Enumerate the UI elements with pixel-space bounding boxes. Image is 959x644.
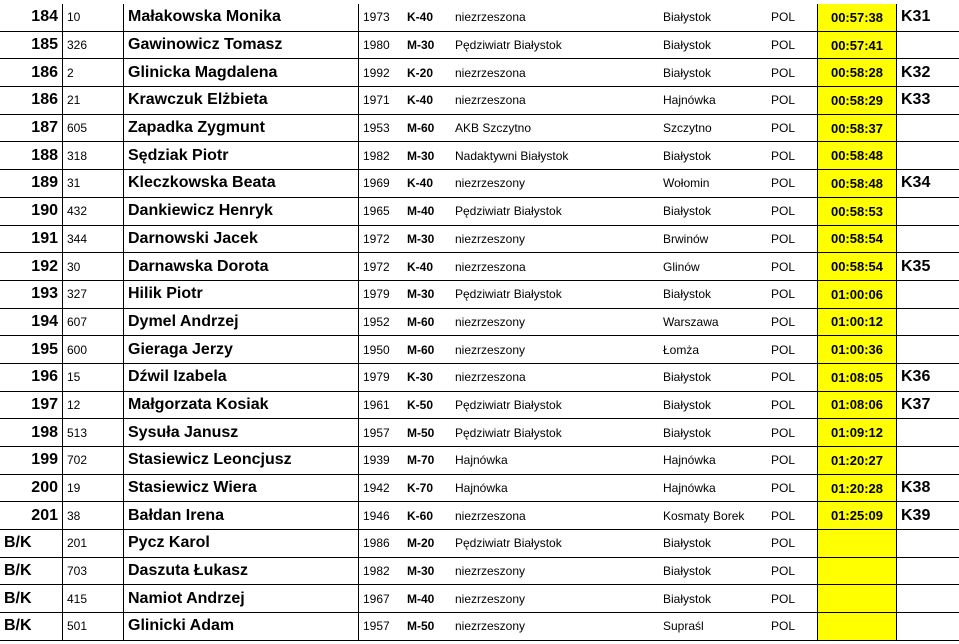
- women-category-cell: [897, 419, 959, 447]
- place-cell: B/K: [0, 613, 63, 641]
- bib-cell: 344: [63, 225, 124, 253]
- club-cell: niezrzeszony: [451, 308, 659, 336]
- birth-year-cell: 1953: [359, 114, 404, 142]
- birth-year-cell: 1982: [359, 557, 404, 585]
- city-cell: Glinów: [659, 253, 767, 281]
- place-cell: 189: [0, 170, 63, 198]
- bib-cell: 703: [63, 557, 124, 585]
- country-cell: POL: [767, 391, 818, 419]
- time-cell: [818, 557, 897, 585]
- women-category-cell: K37: [897, 391, 959, 419]
- country-cell: POL: [767, 4, 818, 31]
- women-category-cell: K32: [897, 59, 959, 87]
- runner-name-cell: Glinicka Magdalena: [124, 59, 359, 87]
- time-cell: 01:20:28: [818, 474, 897, 502]
- bib-cell: 2: [63, 59, 124, 87]
- time-cell: 01:00:36: [818, 336, 897, 364]
- birth-year-cell: 1980: [359, 31, 404, 59]
- place-cell: 198: [0, 419, 63, 447]
- table-row: [0, 142, 959, 170]
- runner-name-cell: Kleczkowska Beata: [124, 170, 359, 198]
- category-cell: K-20: [403, 59, 451, 87]
- club-cell: Pędziwiatr Białystok: [451, 419, 659, 447]
- club-cell: niezrzeszony: [451, 170, 659, 198]
- time-cell: [818, 613, 897, 641]
- city-cell: Warszawa: [659, 308, 767, 336]
- women-category-cell: [897, 31, 959, 59]
- club-cell: Hajnówka: [451, 474, 659, 502]
- country-cell: POL: [767, 474, 818, 502]
- place-cell: 197: [0, 391, 63, 419]
- bib-cell: 21: [63, 87, 124, 115]
- table-row: [0, 87, 959, 115]
- club-cell: niezrzeszony: [451, 585, 659, 613]
- country-cell: POL: [767, 613, 818, 641]
- results-table: [0, 4, 959, 641]
- table-row: [0, 613, 959, 641]
- women-category-cell: K38: [897, 474, 959, 502]
- club-cell: Pędziwiatr Białystok: [451, 31, 659, 59]
- table-row: [0, 197, 959, 225]
- birth-year-cell: 1965: [359, 197, 404, 225]
- bib-cell: 19: [63, 474, 124, 502]
- club-cell: Pędziwiatr Białystok: [451, 391, 659, 419]
- city-cell: Wołomin: [659, 170, 767, 198]
- bib-cell: 30: [63, 253, 124, 281]
- runner-name-cell: Hilik Piotr: [124, 280, 359, 308]
- time-cell: [818, 585, 897, 613]
- birth-year-cell: 1971: [359, 87, 404, 115]
- women-category-cell: [897, 142, 959, 170]
- results-body: [0, 4, 959, 640]
- category-cell: M-20: [403, 530, 451, 558]
- birth-year-cell: 1986: [359, 530, 404, 558]
- bib-cell: 318: [63, 142, 124, 170]
- runner-name-cell: Namiot Andrzej: [124, 585, 359, 613]
- category-cell: K-40: [403, 4, 451, 31]
- table-row: [0, 419, 959, 447]
- category-cell: M-40: [403, 585, 451, 613]
- table-row: [0, 253, 959, 281]
- city-cell: Białystok: [659, 142, 767, 170]
- category-cell: K-70: [403, 474, 451, 502]
- place-cell: 186: [0, 59, 63, 87]
- category-cell: M-30: [403, 31, 451, 59]
- birth-year-cell: 1972: [359, 225, 404, 253]
- runner-name-cell: Darnowski Jacek: [124, 225, 359, 253]
- women-category-cell: [897, 585, 959, 613]
- bib-cell: 415: [63, 585, 124, 613]
- club-cell: Pędziwiatr Białystok: [451, 280, 659, 308]
- bib-cell: 501: [63, 613, 124, 641]
- runner-name-cell: Dankiewicz Henryk: [124, 197, 359, 225]
- country-cell: POL: [767, 308, 818, 336]
- table-row: [0, 502, 959, 530]
- city-cell: Białystok: [659, 557, 767, 585]
- bib-cell: 12: [63, 391, 124, 419]
- runner-name-cell: Gieraga Jerzy: [124, 336, 359, 364]
- table-row: [0, 474, 959, 502]
- place-cell: 190: [0, 197, 63, 225]
- place-cell: 188: [0, 142, 63, 170]
- city-cell: Hajnówka: [659, 87, 767, 115]
- bib-cell: 600: [63, 336, 124, 364]
- time-cell: 00:57:41: [818, 31, 897, 59]
- city-cell: Białystok: [659, 585, 767, 613]
- runner-name-cell: Daszuta Łukasz: [124, 557, 359, 585]
- time-cell: 00:58:29: [818, 87, 897, 115]
- women-category-cell: [897, 114, 959, 142]
- women-category-cell: K33: [897, 87, 959, 115]
- club-cell: niezrzeszony: [451, 225, 659, 253]
- category-cell: M-60: [403, 114, 451, 142]
- country-cell: POL: [767, 31, 818, 59]
- place-cell: 185: [0, 31, 63, 59]
- time-cell: 01:20:27: [818, 447, 897, 475]
- country-cell: POL: [767, 197, 818, 225]
- city-cell: Białystok: [659, 59, 767, 87]
- runner-name-cell: Małgorzata Kosiak: [124, 391, 359, 419]
- women-category-cell: [897, 280, 959, 308]
- bib-cell: 31: [63, 170, 124, 198]
- city-cell: Łomża: [659, 336, 767, 364]
- bib-cell: 607: [63, 308, 124, 336]
- category-cell: K-40: [403, 87, 451, 115]
- table-row: [0, 391, 959, 419]
- women-category-cell: [897, 447, 959, 475]
- category-cell: M-30: [403, 280, 451, 308]
- women-category-cell: K35: [897, 253, 959, 281]
- category-cell: K-50: [403, 391, 451, 419]
- club-cell: niezrzeszona: [451, 363, 659, 391]
- birth-year-cell: 1982: [359, 142, 404, 170]
- runner-name-cell: Sędziak Piotr: [124, 142, 359, 170]
- table-row: [0, 336, 959, 364]
- bib-cell: 605: [63, 114, 124, 142]
- birth-year-cell: 1942: [359, 474, 404, 502]
- country-cell: POL: [767, 419, 818, 447]
- club-cell: AKB Szczytno: [451, 114, 659, 142]
- women-category-cell: [897, 308, 959, 336]
- place-cell: 194: [0, 308, 63, 336]
- table-row: [0, 530, 959, 558]
- club-cell: niezrzeszona: [451, 87, 659, 115]
- place-cell: 186: [0, 87, 63, 115]
- city-cell: Białystok: [659, 391, 767, 419]
- time-cell: 00:58:37: [818, 114, 897, 142]
- country-cell: POL: [767, 530, 818, 558]
- women-category-cell: K39: [897, 502, 959, 530]
- place-cell: 191: [0, 225, 63, 253]
- city-cell: Brwinów: [659, 225, 767, 253]
- birth-year-cell: 1992: [359, 59, 404, 87]
- birth-year-cell: 1961: [359, 391, 404, 419]
- place-cell: 195: [0, 336, 63, 364]
- women-category-cell: K31: [897, 4, 959, 31]
- place-cell: 192: [0, 253, 63, 281]
- table-row: [0, 585, 959, 613]
- country-cell: POL: [767, 170, 818, 198]
- category-cell: M-30: [403, 557, 451, 585]
- runner-name-cell: Gawinowicz Tomasz: [124, 31, 359, 59]
- birth-year-cell: 1979: [359, 280, 404, 308]
- category-cell: M-40: [403, 197, 451, 225]
- city-cell: Hajnówka: [659, 474, 767, 502]
- runner-name-cell: Stasiewicz Wiera: [124, 474, 359, 502]
- time-cell: 00:58:48: [818, 170, 897, 198]
- city-cell: Białystok: [659, 280, 767, 308]
- club-cell: Pędziwiatr Białystok: [451, 197, 659, 225]
- birth-year-cell: 1957: [359, 613, 404, 641]
- club-cell: niezrzeszona: [451, 59, 659, 87]
- city-cell: Białystok: [659, 530, 767, 558]
- place-cell: B/K: [0, 585, 63, 613]
- birth-year-cell: 1952: [359, 308, 404, 336]
- time-cell: 01:25:09: [818, 502, 897, 530]
- table-row: [0, 280, 959, 308]
- club-cell: niezrzeszony: [451, 557, 659, 585]
- table-row: [0, 59, 959, 87]
- women-category-cell: [897, 530, 959, 558]
- table-row: [0, 557, 959, 585]
- runner-name-cell: Glinicki Adam: [124, 613, 359, 641]
- city-cell: Białystok: [659, 419, 767, 447]
- bib-cell: 15: [63, 363, 124, 391]
- time-cell: 01:09:12: [818, 419, 897, 447]
- bib-cell: 10: [63, 4, 124, 31]
- city-cell: Białystok: [659, 363, 767, 391]
- place-cell: 184: [0, 4, 63, 31]
- time-cell: 00:58:53: [818, 197, 897, 225]
- bib-cell: 513: [63, 419, 124, 447]
- women-category-cell: K34: [897, 170, 959, 198]
- category-cell: K-40: [403, 253, 451, 281]
- country-cell: POL: [767, 142, 818, 170]
- runner-name-cell: Sysuła Janusz: [124, 419, 359, 447]
- table-row: [0, 4, 959, 31]
- time-cell: 00:57:38: [818, 4, 897, 31]
- women-category-cell: K36: [897, 363, 959, 391]
- city-cell: Białystok: [659, 4, 767, 31]
- category-cell: K-40: [403, 170, 451, 198]
- category-cell: K-60: [403, 502, 451, 530]
- country-cell: POL: [767, 59, 818, 87]
- time-cell: 00:58:54: [818, 253, 897, 281]
- birth-year-cell: 1973: [359, 4, 404, 31]
- table-row: [0, 363, 959, 391]
- birth-year-cell: 1967: [359, 585, 404, 613]
- bib-cell: 38: [63, 502, 124, 530]
- time-cell: 01:08:06: [818, 391, 897, 419]
- birth-year-cell: 1969: [359, 170, 404, 198]
- birth-year-cell: 1946: [359, 502, 404, 530]
- country-cell: POL: [767, 447, 818, 475]
- club-cell: niezrzeszony: [451, 613, 659, 641]
- country-cell: POL: [767, 225, 818, 253]
- country-cell: POL: [767, 336, 818, 364]
- runner-name-cell: Zapadka Zygmunt: [124, 114, 359, 142]
- runner-name-cell: Krawczuk Elżbieta: [124, 87, 359, 115]
- category-cell: M-60: [403, 308, 451, 336]
- category-cell: M-50: [403, 613, 451, 641]
- bib-cell: 326: [63, 31, 124, 59]
- runner-name-cell: Dźwil Izabela: [124, 363, 359, 391]
- category-cell: M-70: [403, 447, 451, 475]
- country-cell: POL: [767, 87, 818, 115]
- club-cell: niezrzeszona: [451, 502, 659, 530]
- club-cell: Nadaktywni Białystok: [451, 142, 659, 170]
- table-row: [0, 447, 959, 475]
- country-cell: POL: [767, 557, 818, 585]
- women-category-cell: [897, 557, 959, 585]
- category-cell: K-30: [403, 363, 451, 391]
- table-row: [0, 225, 959, 253]
- city-cell: Kosmaty Borek: [659, 502, 767, 530]
- birth-year-cell: 1950: [359, 336, 404, 364]
- table-row: [0, 170, 959, 198]
- birth-year-cell: 1939: [359, 447, 404, 475]
- club-cell: Pędziwiatr Białystok: [451, 530, 659, 558]
- birth-year-cell: 1979: [359, 363, 404, 391]
- time-cell: 00:58:48: [818, 142, 897, 170]
- category-cell: M-30: [403, 142, 451, 170]
- place-cell: B/K: [0, 530, 63, 558]
- place-cell: 187: [0, 114, 63, 142]
- runner-name-cell: Pycz Karol: [124, 530, 359, 558]
- bib-cell: 327: [63, 280, 124, 308]
- place-cell: 200: [0, 474, 63, 502]
- country-cell: POL: [767, 114, 818, 142]
- country-cell: POL: [767, 253, 818, 281]
- women-category-cell: [897, 336, 959, 364]
- city-cell: Szczytno: [659, 114, 767, 142]
- club-cell: Hajnówka: [451, 447, 659, 475]
- bib-cell: 201: [63, 530, 124, 558]
- runner-name-cell: Bałdan Irena: [124, 502, 359, 530]
- place-cell: 201: [0, 502, 63, 530]
- time-cell: 01:00:06: [818, 280, 897, 308]
- table-row: [0, 114, 959, 142]
- runner-name-cell: Małakowska Monika: [124, 4, 359, 31]
- time-cell: 01:00:12: [818, 308, 897, 336]
- country-cell: POL: [767, 363, 818, 391]
- runner-name-cell: Dymel Andrzej: [124, 308, 359, 336]
- place-cell: B/K: [0, 557, 63, 585]
- women-category-cell: [897, 613, 959, 641]
- category-cell: M-50: [403, 419, 451, 447]
- city-cell: Białystok: [659, 197, 767, 225]
- country-cell: POL: [767, 585, 818, 613]
- place-cell: 193: [0, 280, 63, 308]
- bib-cell: 432: [63, 197, 124, 225]
- country-cell: POL: [767, 280, 818, 308]
- birth-year-cell: 1957: [359, 419, 404, 447]
- runner-name-cell: Stasiewicz Leoncjusz: [124, 447, 359, 475]
- table-row: [0, 31, 959, 59]
- category-cell: M-60: [403, 336, 451, 364]
- country-cell: POL: [767, 502, 818, 530]
- birth-year-cell: 1972: [359, 253, 404, 281]
- city-cell: Białystok: [659, 31, 767, 59]
- women-category-cell: [897, 225, 959, 253]
- time-cell: 01:08:05: [818, 363, 897, 391]
- club-cell: niezrzeszona: [451, 253, 659, 281]
- time-cell: 00:58:54: [818, 225, 897, 253]
- table-row: [0, 308, 959, 336]
- city-cell: Supraśl: [659, 613, 767, 641]
- place-cell: 196: [0, 363, 63, 391]
- place-cell: 199: [0, 447, 63, 475]
- club-cell: niezrzeszona: [451, 4, 659, 31]
- runner-name-cell: Darnawska Dorota: [124, 253, 359, 281]
- bib-cell: 702: [63, 447, 124, 475]
- time-cell: 00:58:28: [818, 59, 897, 87]
- women-category-cell: [897, 197, 959, 225]
- category-cell: M-30: [403, 225, 451, 253]
- city-cell: Hajnówka: [659, 447, 767, 475]
- club-cell: niezrzeszony: [451, 336, 659, 364]
- time-cell: [818, 530, 897, 558]
